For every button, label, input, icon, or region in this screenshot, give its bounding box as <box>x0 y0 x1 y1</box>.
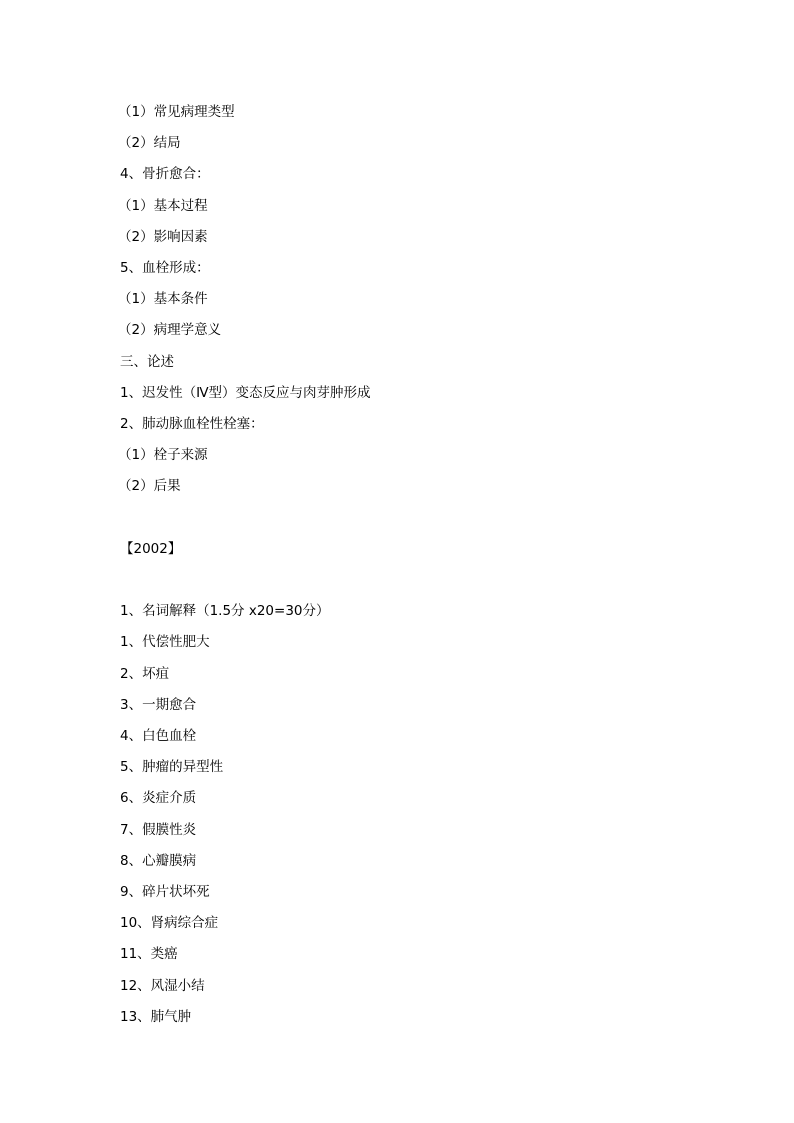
text-line: 1、名词解释（1.5分 x20=30分） <box>120 603 330 619</box>
text-line: 2、肺动脉血栓性栓塞： <box>120 416 264 432</box>
text-line: 12、风湿小结 <box>120 978 205 994</box>
text-line: 4、白色血栓 <box>120 728 197 744</box>
text-line: （2）后果 <box>118 478 181 494</box>
text-line: 5、肿瘤的异型性 <box>120 759 224 775</box>
text-line: 13、肺气肿 <box>120 1009 192 1025</box>
text-line: （2）影响因素 <box>118 229 208 245</box>
text-line: （1）基本条件 <box>118 291 208 307</box>
text-line: 8、心瓣膜病 <box>120 853 197 869</box>
text-line: 5、血栓形成： <box>120 260 210 276</box>
text-line: 11、类癌 <box>120 946 178 962</box>
text-line: （1）常见病理类型 <box>118 104 235 120</box>
text-line: 4、骨折愈合： <box>120 166 210 182</box>
text-line: 7、假膜性炎 <box>120 822 197 838</box>
text-line: 9、碎片状坏死 <box>120 884 210 900</box>
text-line: 6、炎症介质 <box>120 790 197 806</box>
text-line: 3、一期愈合 <box>120 697 197 713</box>
year-heading: 【2002】 <box>120 541 182 557</box>
text-line: 1、代偿性肥大 <box>120 634 210 650</box>
text-line: 1、迟发性（Ⅳ型）变态反应与肉芽肿形成 <box>120 385 371 401</box>
text-line: （2）结局 <box>118 135 181 151</box>
section-heading: 三、论述 <box>120 354 174 370</box>
text-line: 10、肾病综合症 <box>120 915 219 931</box>
text-line: （1）基本过程 <box>118 198 208 214</box>
text-line: （1）栓子来源 <box>118 447 208 463</box>
text-line: （2）病理学意义 <box>118 322 222 338</box>
text-line: 2、坏疽 <box>120 666 170 682</box>
